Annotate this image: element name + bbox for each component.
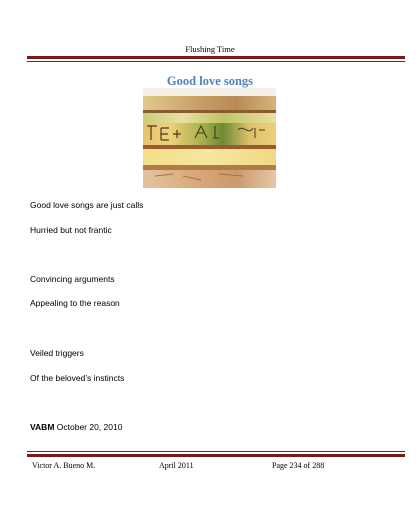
header-rule-thin (27, 61, 405, 62)
photo-markings (143, 88, 276, 188)
poem-line: Good love songs are just calls (30, 200, 144, 210)
footer-rule-thick (27, 454, 405, 457)
signature-line (30, 422, 122, 432)
poem-photo (143, 88, 276, 188)
footer-date: April 2011 (159, 461, 194, 470)
footer-author: Victor A. Bueno M. (32, 461, 96, 470)
signature-date: October 20, 2010 (56, 422, 123, 432)
poem-line: Hurried but not frantic (30, 225, 112, 235)
poem-title: Good love songs (166, 74, 254, 88)
footer-page: Page 234 of 288 (272, 461, 325, 470)
signature-initials: VABM (30, 422, 55, 432)
running-header: Flushing Time (185, 44, 235, 54)
poem-line: Veiled triggers (30, 348, 84, 358)
poem-line: Appealing to the reason (30, 298, 120, 308)
poem-line: Of the beloved’s instincts (30, 373, 125, 383)
footer-rule-thin (27, 451, 405, 452)
header-rule-thick (27, 56, 405, 59)
poem-line: Convincing arguments (30, 274, 115, 284)
